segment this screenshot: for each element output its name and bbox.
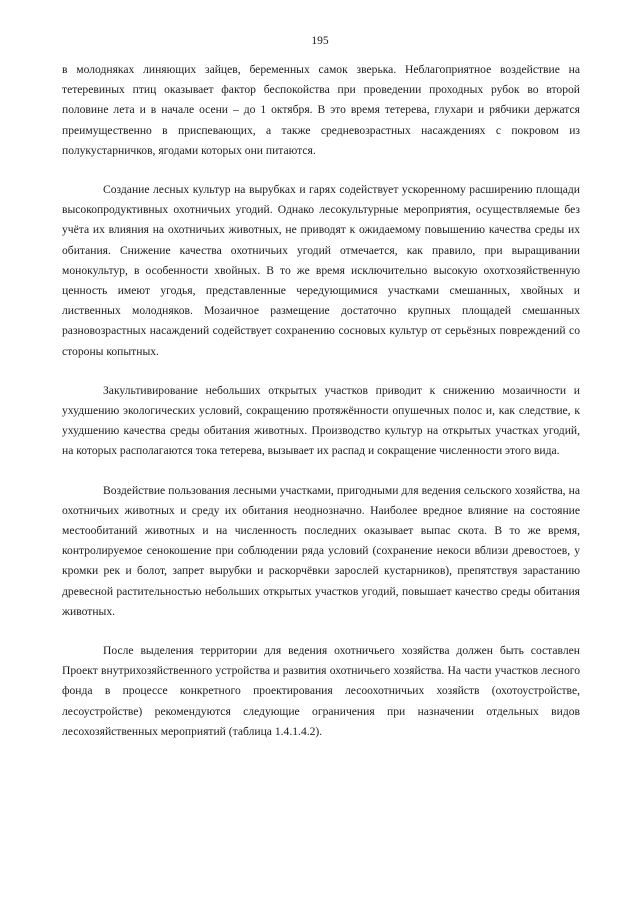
body-text (62, 60, 580, 742)
paragraph-agricultural-use: Воздействие пользования лесными участками, пригодными для ведения сельского хозяйства, на охотничьих животных и среду их обитания неоднозначно. Наиболее вредное влияние на состояние местообитаний животных и на численность последних оказывает выпас скота. В то же время, контролируемое сенокошение при соблюдении ряда условий (сохранение некоси вблизи древостоев, у кромки рек и болот, запрет вырубки и раскорчёвки зарослей кустарников), препятствуя зарастанию древесной растительностью небольших открытых участков угодий, повышает качество среды обитания животных. (62, 483, 580, 618)
paragraph-project-planning: После выделения территории для ведения охотничьего хозяйства должен быть составлен Проект внутрихозяйственного устройства и развития охотничьего хозяйства. На части участков лесного фонда в процессе конкретного проектирования лесоохотничьих хозяйств (охотоустройстве, лесоустройстве) рекомендуются следующие ограничения при назначении отдельных видов лесохозяйственных мероприятий (таблица 1.4.1.4.2). (62, 644, 580, 738)
paragraph-forest-cultures: Создание лесных культур на вырубках и гарях содействует ускоренному расширению площади высокопродуктивных охотничьих угодий. Однако лесокультурные мероприятия, осуществляемые без учёта их влияния на охотничьих животных, не приводят к ожидаемому повышению качества среды их обитания. Снижение качества охотничьих угодий отмечается, как правило, при выращивании монокультур, в особенности хвойных. В то же время исключительно высокую охотхозяйственную ценность имеют угодья, представленные чередующимися участками смешанных, хвойных и лиственных молодняков. Мозаичное размещение достаточно крупных площадей смешанных разновозрастных насаждений содействует сохранению сосновых культур от серьёзных повреждений со стороны копытных. (62, 183, 580, 358)
page-number: 195 (311, 35, 329, 47)
paragraph-open-areas: Закультивирование небольших открытых участков приводит к снижению мозаичности и ухудшению экологических условий, сокращению протяжённости опушечных полос и, как следствие, к ухудшению качества среды обитания животных. Производство культур на открытых участках угодий, на которых располагаются тока тетерева, вызывает их распад и сокращение численности этого вида. (62, 383, 580, 458)
paragraph-continuation: в молодняках линяющих зайцев, беременных самок зверька. Неблагоприятное воздействие на тетеревиных птиц оказывает фактор беспокойства при проведении проходных рубок во второй половине лета и в начале осени – до 1 октября. В это время тетерева, глухари и рябчики держатся преимущественно в приспевающих, а также средневозрастных насаждениях с покровом из полукустарничков, ягодами которых они питаются. (62, 63, 580, 157)
